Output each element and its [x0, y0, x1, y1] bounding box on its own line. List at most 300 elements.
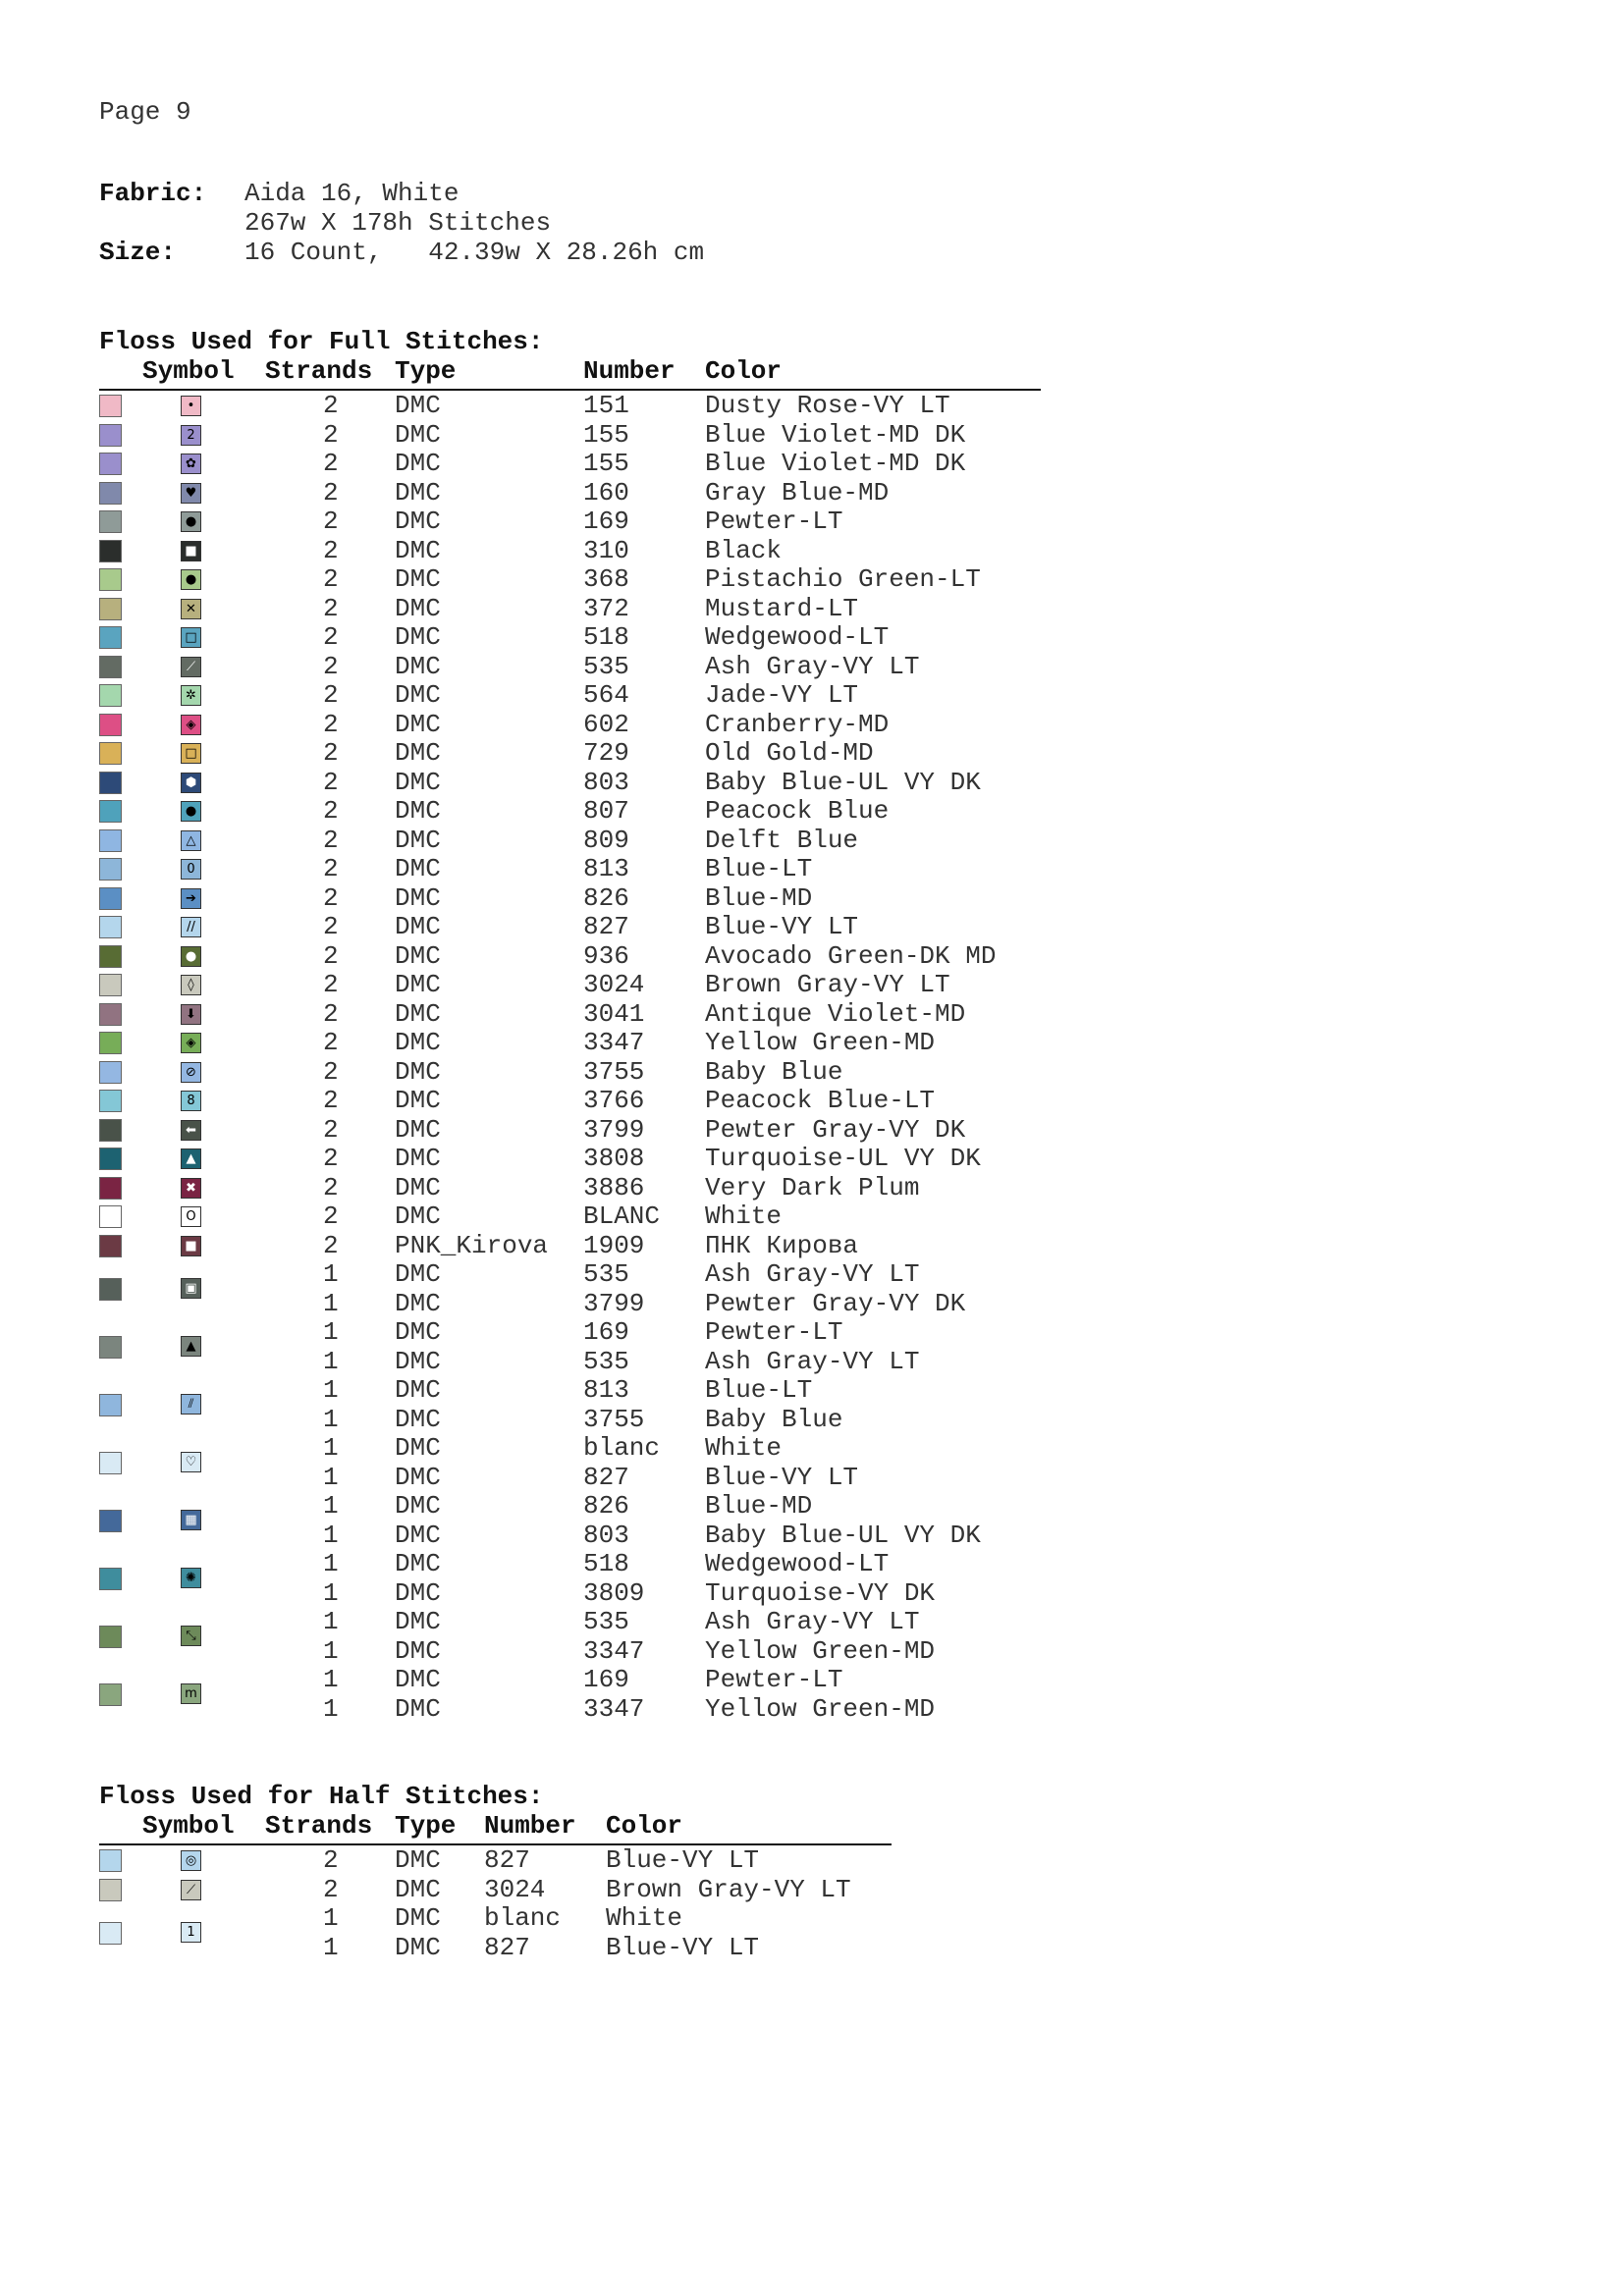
symbol-icon: ■ — [181, 1236, 201, 1256]
type-cell: DMC — [395, 1665, 441, 1694]
color-name-cell: White — [705, 1433, 783, 1463]
number-cell: 3347 — [583, 1693, 645, 1724]
table-row — [0, 1636, 1623, 1666]
type-cell: DMC — [395, 622, 441, 652]
table-row — [0, 1549, 1623, 1578]
color-name-cell: Ash Gray-VY LT — [705, 1607, 920, 1636]
strands-cell: 1 — [323, 1903, 339, 1933]
color-swatch — [99, 395, 122, 417]
table-row — [0, 594, 1623, 623]
type-cell: DMC — [395, 1086, 441, 1115]
color-swatch — [99, 510, 122, 533]
symbol-icon: ⬅ — [181, 1120, 201, 1141]
type-cell: DMC — [395, 940, 441, 971]
half-header-strands: Strands — [265, 1811, 373, 1841]
color-name-cell: ПНК Кирова — [705, 1230, 859, 1260]
color-name-cell: Turquoise-UL VY DK — [705, 1144, 981, 1173]
color-name-cell: Blue Violet-MD DK — [705, 419, 966, 450]
color-swatch — [99, 684, 122, 707]
table-row — [0, 1144, 1623, 1173]
strands-cell: 2 — [323, 940, 339, 971]
color-name-cell: Baby Blue — [705, 1404, 843, 1434]
color-swatch — [99, 1849, 122, 1872]
strands-cell: 2 — [323, 391, 339, 420]
type-cell: DMC — [395, 1693, 441, 1724]
size-label: Size: — [99, 238, 177, 267]
number-cell: 155 — [583, 419, 629, 450]
color-name-cell: Peacock Blue — [705, 796, 890, 826]
color-swatch — [99, 974, 122, 996]
strands-cell: 2 — [323, 767, 339, 797]
strands-cell: 2 — [323, 854, 339, 883]
type-cell: DMC — [395, 391, 441, 420]
color-swatch — [99, 1922, 122, 1945]
number-cell: 372 — [583, 593, 629, 623]
strands-cell: 2 — [323, 1874, 339, 1904]
type-cell: DMC — [395, 767, 441, 797]
table-row — [0, 1317, 1623, 1347]
type-cell: DMC — [395, 1874, 441, 1904]
color-name-cell: Blue Violet-MD DK — [705, 449, 966, 478]
color-name-cell: Peacock Blue-LT — [705, 1086, 936, 1115]
strands-cell: 2 — [323, 1230, 339, 1260]
strands-cell: 2 — [323, 1086, 339, 1115]
color-swatch — [99, 945, 122, 968]
symbol-icon: ⬇ — [181, 1004, 201, 1025]
type-cell: DMC — [395, 796, 441, 826]
color-name-cell: Turquoise-VY DK — [705, 1577, 936, 1608]
type-cell: DMC — [395, 1259, 441, 1289]
number-cell: 3766 — [583, 1086, 645, 1115]
color-name-cell: Old Gold-MD — [705, 738, 874, 768]
color-name-cell: Baby Blue-UL VY DK — [705, 767, 981, 797]
table-row — [0, 1405, 1623, 1434]
color-name-cell: White — [705, 1201, 783, 1231]
type-cell: DMC — [395, 593, 441, 623]
symbol-icon: ✕ — [181, 599, 201, 619]
type-cell: DMC — [395, 1201, 441, 1231]
size-value: 16 Count, 42.39w X 28.26h cm — [244, 238, 705, 267]
table-row — [0, 1665, 1623, 1694]
table-row — [0, 1028, 1623, 1057]
color-name-cell: Blue-MD — [705, 882, 813, 913]
symbol-icon: ⟋ — [181, 1880, 201, 1900]
half-stitches-title: Floss Used for Half Stitches: — [99, 1782, 544, 1811]
table-row — [0, 1289, 1623, 1318]
symbol-icon: 1 — [181, 1922, 201, 1943]
color-swatch — [99, 482, 122, 505]
strands-cell: 1 — [323, 1520, 339, 1550]
stitch-count: 267w X 178h Stitches — [244, 208, 552, 238]
table-row — [0, 768, 1623, 797]
number-cell: BLANC — [583, 1201, 661, 1231]
type-cell: DMC — [395, 680, 441, 710]
strands-cell: 2 — [323, 1056, 339, 1087]
strands-cell: 2 — [323, 564, 339, 594]
symbol-icon: ▣ — [181, 1278, 201, 1299]
table-row — [0, 680, 1623, 710]
symbol-icon: ■ — [181, 541, 201, 561]
strands-cell: 1 — [323, 1693, 339, 1724]
strands-cell: 2 — [323, 1201, 339, 1231]
fabric-value: Aida 16, White — [244, 179, 460, 208]
strands-cell: 1 — [323, 1404, 339, 1434]
color-name-cell: Baby Blue-UL VY DK — [705, 1520, 981, 1550]
number-cell: 535 — [583, 1346, 629, 1376]
color-swatch — [99, 742, 122, 765]
color-swatch — [99, 1510, 122, 1532]
number-cell: 160 — [583, 477, 629, 507]
table-row — [0, 912, 1623, 941]
table-row — [0, 1875, 1623, 1904]
number-cell: 936 — [583, 940, 629, 971]
color-swatch — [99, 656, 122, 678]
type-cell: DMC — [395, 1346, 441, 1376]
number-cell: 3755 — [583, 1056, 645, 1087]
symbol-icon: ▦ — [181, 1510, 201, 1530]
color-swatch — [99, 1032, 122, 1054]
number-cell: 155 — [583, 449, 629, 478]
number-cell: 3808 — [583, 1144, 645, 1173]
strands-cell: 1 — [323, 1317, 339, 1347]
symbol-icon: ▲ — [181, 1336, 201, 1357]
number-cell: 535 — [583, 1607, 629, 1636]
symbol-icon: ⊘ — [181, 1062, 201, 1083]
table-row — [0, 738, 1623, 768]
table-row — [0, 1491, 1623, 1521]
table-row — [0, 1347, 1623, 1376]
color-name-cell: Yellow Green-MD — [705, 1693, 936, 1724]
type-cell: DMC — [395, 535, 441, 565]
symbol-icon: • — [181, 396, 201, 416]
color-swatch — [99, 1394, 122, 1416]
type-cell: DMC — [395, 738, 441, 768]
type-cell: DMC — [395, 998, 441, 1029]
color-swatch — [99, 714, 122, 736]
color-name-cell: Wedgewood-LT — [705, 622, 890, 652]
table-row — [0, 1845, 1623, 1875]
color-name-cell: Ash Gray-VY LT — [705, 651, 920, 681]
color-swatch — [99, 453, 122, 475]
number-cell: 368 — [583, 564, 629, 594]
table-row — [0, 826, 1623, 855]
color-swatch — [99, 568, 122, 591]
type-cell: DMC — [395, 882, 441, 913]
number-cell: 564 — [583, 680, 629, 710]
color-swatch — [99, 916, 122, 938]
type-cell: DMC — [395, 1404, 441, 1434]
half-header-color: Color — [606, 1811, 683, 1841]
color-swatch — [99, 887, 122, 910]
strands-cell: 2 — [323, 709, 339, 739]
color-swatch — [99, 1336, 122, 1359]
table-row — [0, 622, 1623, 652]
number-cell: 169 — [583, 507, 629, 536]
color-name-cell: Ash Gray-VY LT — [705, 1259, 920, 1289]
full-header-color: Color — [705, 356, 783, 386]
strands-cell: 2 — [323, 1845, 339, 1875]
strands-cell: 2 — [323, 970, 339, 999]
symbol-icon: ✖ — [181, 1178, 201, 1199]
half-header-symbol: Symbol — [142, 1811, 235, 1841]
number-cell: 310 — [583, 535, 629, 565]
strands-cell: 1 — [323, 1491, 339, 1521]
type-cell: DMC — [395, 1028, 441, 1057]
symbol-icon: □ — [181, 627, 201, 648]
symbol-icon: ♡ — [181, 1452, 201, 1472]
table-row — [0, 1057, 1623, 1087]
color-name-cell: Pewter Gray-VY DK — [705, 1288, 966, 1318]
color-swatch — [99, 1879, 122, 1901]
color-name-cell: Blue-LT — [705, 854, 813, 883]
number-cell: 826 — [583, 1491, 629, 1521]
number-cell: 729 — [583, 738, 629, 768]
number-cell: 3024 — [484, 1874, 546, 1904]
strands-cell: 2 — [323, 622, 339, 652]
color-name-cell: Pistachio Green-LT — [705, 564, 981, 594]
table-row — [0, 710, 1623, 739]
table-row — [0, 1375, 1623, 1405]
number-cell: 151 — [583, 391, 629, 420]
color-swatch — [99, 1148, 122, 1170]
table-row — [0, 1933, 1623, 1962]
strands-cell: 1 — [323, 1549, 339, 1578]
table-row — [0, 1086, 1623, 1115]
type-cell: DMC — [395, 564, 441, 594]
color-name-cell: Jade-VY LT — [705, 680, 859, 710]
symbol-icon: ▲ — [181, 1148, 201, 1169]
color-swatch — [99, 540, 122, 562]
symbol-icon: ◈ — [181, 715, 201, 735]
color-name-cell: Blue-VY LT — [606, 1932, 760, 1962]
symbol-icon: m — [181, 1683, 201, 1704]
table-row — [0, 1578, 1623, 1608]
color-swatch — [99, 1235, 122, 1257]
type-cell: DMC — [395, 1114, 441, 1145]
strands-cell: 2 — [323, 1028, 339, 1057]
type-cell: DMC — [395, 1172, 441, 1202]
symbol-icon: ✲ — [181, 685, 201, 706]
number-cell: 169 — [583, 1665, 629, 1694]
number-cell: 827 — [484, 1932, 530, 1962]
number-cell: 807 — [583, 796, 629, 826]
number-cell: 3809 — [583, 1577, 645, 1608]
symbol-icon: ● — [181, 511, 201, 532]
symbol-icon: ♥ — [181, 483, 201, 504]
type-cell: DMC — [395, 1577, 441, 1608]
type-cell: DMC — [395, 1462, 441, 1492]
strands-cell: 1 — [323, 1932, 339, 1962]
number-cell: 813 — [583, 1375, 629, 1405]
type-cell: DMC — [395, 1433, 441, 1463]
strands-cell: 2 — [323, 796, 339, 826]
number-cell: 809 — [583, 825, 629, 855]
number-cell: 803 — [583, 1520, 629, 1550]
type-cell: DMC — [395, 1375, 441, 1405]
strands-cell: 2 — [323, 1172, 339, 1202]
table-row — [0, 1259, 1623, 1289]
type-cell: DMC — [395, 419, 441, 450]
full-header-strands: Strands — [265, 356, 373, 386]
color-name-cell: Pewter-LT — [705, 1317, 843, 1347]
type-cell: DMC — [395, 1635, 441, 1666]
color-swatch — [99, 1683, 122, 1706]
type-cell: DMC — [395, 1491, 441, 1521]
color-name-cell: Blue-VY LT — [705, 912, 859, 941]
color-swatch — [99, 1452, 122, 1474]
color-swatch — [99, 598, 122, 620]
color-swatch — [99, 1626, 122, 1648]
symbol-icon: □ — [181, 743, 201, 764]
color-name-cell: Pewter-LT — [705, 1665, 843, 1694]
strands-cell: 2 — [323, 477, 339, 507]
color-swatch — [99, 1061, 122, 1084]
type-cell: DMC — [395, 709, 441, 739]
number-cell: 826 — [583, 882, 629, 913]
color-name-cell: Antique Violet-MD — [705, 998, 966, 1029]
color-name-cell: Blue-LT — [705, 1375, 813, 1405]
table-row — [0, 564, 1623, 594]
symbol-icon: ✿ — [181, 454, 201, 474]
color-swatch — [99, 1003, 122, 1026]
table-row — [0, 1231, 1623, 1260]
strands-cell: 1 — [323, 1577, 339, 1608]
type-cell: DMC — [395, 825, 441, 855]
color-swatch — [99, 1278, 122, 1301]
table-row — [0, 420, 1623, 450]
symbol-icon: ⫽ — [181, 1394, 201, 1415]
strands-cell: 1 — [323, 1375, 339, 1405]
color-name-cell: Baby Blue — [705, 1056, 843, 1087]
color-name-cell: Pewter Gray-VY DK — [705, 1114, 966, 1145]
strands-cell: 2 — [323, 912, 339, 941]
symbol-icon: ● — [181, 946, 201, 967]
type-cell: DMC — [395, 1903, 441, 1933]
strands-cell: 2 — [323, 738, 339, 768]
color-name-cell: Blue-MD — [705, 1491, 813, 1521]
color-swatch — [99, 1205, 122, 1228]
color-name-cell: Ash Gray-VY LT — [705, 1346, 920, 1376]
color-swatch — [99, 626, 122, 649]
color-name-cell: Black — [705, 535, 783, 565]
strands-cell: 2 — [323, 1114, 339, 1145]
full-stitches-title: Floss Used for Full Stitches: — [99, 327, 544, 356]
symbol-icon: ● — [181, 569, 201, 590]
color-name-cell: Brown Gray-VY LT — [705, 970, 950, 999]
half-header-type: Type — [395, 1811, 457, 1841]
type-cell: DMC — [395, 1520, 441, 1550]
color-name-cell: Mustard-LT — [705, 593, 859, 623]
color-swatch — [99, 1090, 122, 1112]
type-cell: DMC — [395, 970, 441, 999]
strands-cell: 2 — [323, 998, 339, 1029]
symbol-icon: ● — [181, 801, 201, 822]
number-cell: 3347 — [583, 1635, 645, 1666]
full-header-number: Number — [583, 356, 676, 386]
symbol-icon: ◊ — [181, 975, 201, 995]
symbol-icon: ◈ — [181, 1033, 201, 1053]
table-row — [0, 1903, 1623, 1933]
color-name-cell: Avocado Green-DK MD — [705, 940, 997, 971]
number-cell: 1909 — [583, 1230, 645, 1260]
page-number: Page 9 — [99, 97, 191, 127]
color-name-cell: Pewter-LT — [705, 507, 843, 536]
table-row — [0, 941, 1623, 971]
table-row — [0, 970, 1623, 999]
type-cell: DMC — [395, 1144, 441, 1173]
type-cell: DMC — [395, 507, 441, 536]
color-swatch — [99, 1119, 122, 1142]
number-cell: 3799 — [583, 1288, 645, 1318]
symbol-icon: ⟋ — [181, 657, 201, 677]
symbol-icon: ⤡ — [181, 1626, 201, 1646]
number-cell: 602 — [583, 709, 629, 739]
number-cell: blanc — [583, 1433, 661, 1463]
symbol-icon: O — [181, 1206, 201, 1227]
table-row — [0, 1433, 1623, 1463]
color-name-cell: White — [606, 1903, 683, 1933]
number-cell: 3347 — [583, 1028, 645, 1057]
color-name-cell: Blue-VY LT — [606, 1845, 760, 1875]
strands-cell: 2 — [323, 680, 339, 710]
strands-cell: 1 — [323, 1665, 339, 1694]
symbol-icon: ⬢ — [181, 773, 201, 793]
table-row — [0, 507, 1623, 536]
strands-cell: 2 — [323, 535, 339, 565]
table-row — [0, 1463, 1623, 1492]
number-cell: 3799 — [583, 1114, 645, 1145]
type-cell: DMC — [395, 1317, 441, 1347]
full-header-type: Type — [395, 356, 457, 386]
strands-cell: 2 — [323, 882, 339, 913]
color-swatch — [99, 829, 122, 852]
symbol-icon: ✺ — [181, 1568, 201, 1588]
color-name-cell: Dusty Rose-VY LT — [705, 391, 950, 420]
strands-cell: 1 — [323, 1259, 339, 1289]
symbol-icon: △ — [181, 830, 201, 851]
table-row — [0, 391, 1623, 420]
type-cell: DMC — [395, 912, 441, 941]
color-swatch — [99, 800, 122, 823]
number-cell: 169 — [583, 1317, 629, 1347]
type-cell: DMC — [395, 477, 441, 507]
table-row — [0, 1201, 1623, 1231]
color-name-cell: Wedgewood-LT — [705, 1549, 890, 1578]
table-row — [0, 652, 1623, 681]
table-row — [0, 854, 1623, 883]
table-row — [0, 1607, 1623, 1636]
symbol-icon: 0 — [181, 859, 201, 880]
symbol-icon: ➔ — [181, 888, 201, 909]
number-cell: 813 — [583, 854, 629, 883]
table-row — [0, 1173, 1623, 1202]
color-name-cell: Yellow Green-MD — [705, 1635, 936, 1666]
number-cell: 803 — [583, 767, 629, 797]
type-cell: DMC — [395, 1932, 441, 1962]
type-cell: DMC — [395, 1845, 441, 1875]
table-row — [0, 1521, 1623, 1550]
color-swatch — [99, 1568, 122, 1590]
symbol-icon: 2 — [181, 425, 201, 446]
number-cell: blanc — [484, 1903, 562, 1933]
color-name-cell: Gray Blue-MD — [705, 477, 890, 507]
number-cell: 827 — [583, 912, 629, 941]
strands-cell: 1 — [323, 1635, 339, 1666]
strands-cell: 2 — [323, 419, 339, 450]
type-cell: PNK_Kirova — [395, 1230, 549, 1260]
table-row — [0, 449, 1623, 478]
symbol-icon: // — [181, 917, 201, 937]
